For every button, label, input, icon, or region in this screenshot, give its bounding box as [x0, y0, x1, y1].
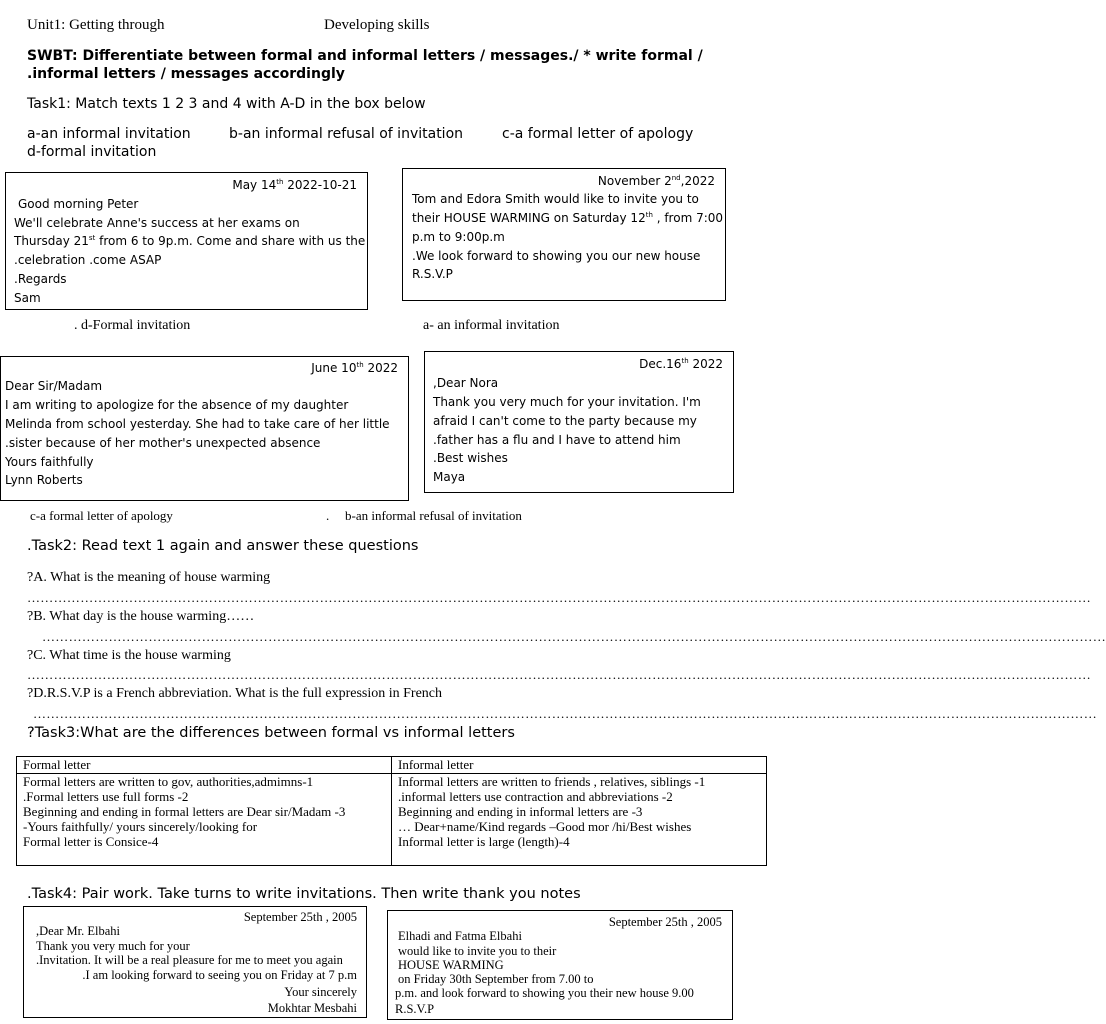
differences-table	[16, 756, 767, 866]
unit-title: Unit1: Getting through	[27, 17, 165, 33]
question-a: ?A. What is the meaning of house warming	[27, 570, 271, 585]
formal-point: -Yours faithfully/ yours sincerely/looking for	[23, 819, 258, 834]
note1-date: September 25th , 2005	[243, 910, 357, 924]
informal-point: Beginning and ending in informal letters are -3	[398, 804, 643, 819]
formal-point: .Formal letters use full forms -2	[23, 789, 189, 804]
text4-answer-dot: .	[326, 508, 330, 523]
section-title: Developing skills	[324, 17, 430, 33]
text2-line: Tom and Edora Smith would like to invite you to	[412, 192, 699, 206]
note2-line: R.S.V.P	[395, 1002, 435, 1016]
text4-line: Thank you very much for your invitation. I'm	[433, 395, 701, 409]
text4-answer: b-an informal refusal of invitation	[345, 508, 522, 523]
text1-line: Sam	[14, 291, 41, 305]
text1-box	[5, 172, 368, 310]
text4-date: Dec.16th 2022	[639, 357, 723, 371]
task1-instruction: Task1: Match texts 1 2 3 and 4 with A-D in the box below	[27, 96, 426, 112]
informal-point: Informal letters are written to friends , relatives, siblings -1	[398, 774, 706, 789]
text2-answer: a- an informal invitation	[423, 318, 560, 333]
question-b: ?B. What day is the house warming……	[27, 609, 255, 624]
informal-point: Informal letter is large (length)-4	[398, 834, 570, 849]
text2-line: p.m to 9:00p.m	[412, 230, 505, 244]
question-d: ?D.R.S.V.P is a French abbreviation. What is the full expression in French	[27, 686, 443, 701]
note2-line: Elhadi and Fatma Elbahi	[398, 929, 522, 943]
task2-instruction: .Task2: Read text 1 again and answer these questions	[27, 538, 419, 554]
note2-line: would like to invite you to their	[398, 944, 557, 958]
note2-line: p.m. and look forward to showing you their new house 9.00	[395, 986, 694, 1000]
option-d: d-formal invitation	[27, 144, 157, 160]
text3-line: Lynn Roberts	[5, 473, 83, 487]
text1-line: .Regards	[14, 272, 67, 286]
text1-date: May 14th 2022-10-21	[232, 178, 357, 192]
text1-line: Thursday 21st from 6 to 9p.m. Come and share with us the	[14, 234, 366, 248]
text4-line: Maya	[433, 470, 466, 484]
text3-line: .sister because of her mother's unexpected absence	[5, 436, 321, 450]
note2-date: September 25th , 2005	[608, 915, 722, 929]
formal-point: Formal letters are written to gov, authorities,admimns-1	[23, 774, 314, 789]
informal-point: … Dear+name/Kind regards –Good mor /hi/Best wishes	[398, 819, 692, 834]
text2-line: .We look forward to showing you our new house	[412, 249, 701, 263]
text2-line: R.S.V.P	[412, 267, 453, 281]
text2-box	[402, 168, 726, 301]
question-c: ?C. What time is the house warming	[27, 648, 231, 663]
text3-box	[0, 356, 409, 501]
note1-line: Mokhtar Mesbahi	[267, 1001, 357, 1015]
text4-line: .father has a flu and I have to attend him	[433, 433, 681, 447]
option-a: a-an informal invitation	[27, 126, 191, 142]
table-header-formal: Formal letter	[17, 757, 392, 774]
option-c: c-a formal letter of apology	[502, 126, 694, 142]
text1-line: .celebration .come ASAP	[14, 253, 162, 267]
text1-answer: . d-Formal invitation	[74, 318, 191, 333]
task4-instruction: .Task4: Pair work. Take turns to write invitations. Then write thank you notes	[27, 886, 581, 902]
note1-line: Your sincerely	[284, 985, 357, 999]
informal-cell	[392, 774, 767, 866]
note2-line: on Friday 30th September from 7.00 to	[398, 972, 594, 986]
text2-date: November 2nd,2022	[597, 174, 715, 188]
text4-line: ,Dear Nora	[433, 376, 499, 390]
text3-line: Dear Sir/Madam	[5, 379, 103, 393]
note1-line: Thank you very much for your	[36, 939, 190, 953]
note1-line: .Invitation. It will be a real pleasure for me to meet you again	[36, 953, 343, 967]
invitation-note-box	[387, 910, 733, 1020]
table-header-informal: Informal letter	[392, 757, 767, 774]
formal-cell	[17, 774, 392, 866]
swbt-line-2: .informal letters / messages accordingly	[27, 66, 345, 82]
swbt-line-1: SWBT: Differentiate between formal and informal letters / messages./ * write formal /	[27, 48, 703, 64]
text3-date: June 10th 2022	[311, 361, 398, 375]
answer-line-b[interactable]: ……………………………………………………………………………………………………………………………………………………………………………………………………………………	[42, 629, 1106, 644]
text1-line: Good morning Peter	[18, 197, 139, 211]
text3-line: I am writing to apologize for the absence of my daughter	[5, 398, 349, 412]
text3-line: Yours faithfully	[5, 455, 94, 469]
text4-line: afraid I can't come to the party because my	[433, 414, 697, 428]
text1-line: We'll celebrate Anne's success at her exams on	[14, 216, 300, 230]
text2-line: their HOUSE WARMING on Saturday 12th , from 7:00	[412, 211, 724, 225]
answer-line-d[interactable]: ……………………………………………………………………………………………………………………………………………………………………………………………………………………	[33, 706, 1097, 721]
note2-line: HOUSE WARMING	[398, 958, 504, 972]
answer-line-c[interactable]: ……………………………………………………………………………………………………………………………………………………………………………………………………………………	[27, 667, 1091, 682]
text4-line: .Best wishes	[433, 451, 508, 465]
text4-box	[424, 351, 734, 493]
formal-point: Beginning and ending in formal letters are Dear sir/Madam -3	[23, 804, 346, 819]
informal-point: .informal letters use contraction and abbreviations -2	[398, 789, 673, 804]
text3-line: Melinda from school yesterday. She had to take care of her little	[5, 417, 390, 431]
note1-line: ,Dear Mr. Elbahi	[36, 924, 121, 938]
note1-line: .I am looking forward to seeing you on Friday at 7 p.m	[82, 968, 357, 982]
thank-you-note-box	[23, 906, 367, 1018]
formal-point: Formal letter is Consice-4	[23, 834, 159, 849]
text3-answer: c-a formal letter of apology	[30, 508, 173, 523]
task3-instruction: ?Task3:What are the differences between formal vs informal letters	[27, 725, 515, 741]
option-b: b-an informal refusal of invitation	[229, 126, 464, 142]
answer-line-a[interactable]: ……………………………………………………………………………………………………………………………………………………………………………………………………………………	[27, 590, 1091, 605]
